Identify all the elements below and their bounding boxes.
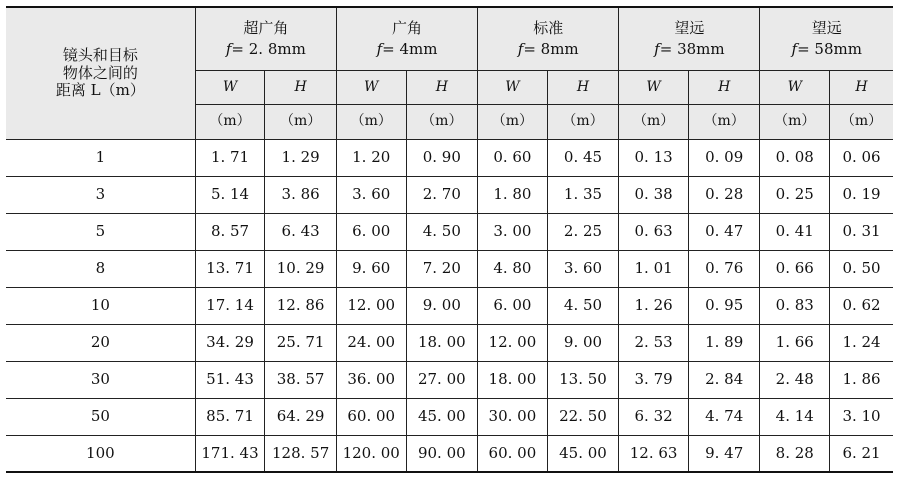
height-value-cell: 0. 50 [830, 250, 893, 287]
width-value-cell: 0. 08 [760, 139, 830, 176]
width-value-cell: 8. 57 [195, 213, 265, 250]
height-value-cell: 2. 84 [688, 361, 760, 398]
width-column-header: W [478, 70, 548, 104]
height-value-cell: 1. 29 [265, 139, 337, 176]
height-value-cell: 1. 86 [830, 361, 893, 398]
height-value-cell: 4. 50 [406, 213, 478, 250]
focal-length-symbol: f [376, 39, 383, 58]
table-row [6, 435, 893, 472]
width-value-cell: 1. 26 [619, 287, 689, 324]
height-value-cell: 128. 57 [265, 435, 337, 472]
height-value-cell: 1. 24 [830, 324, 893, 361]
height-value-cell: 45. 00 [406, 398, 478, 435]
unit-label: （m） [336, 104, 406, 139]
width-value-cell: 1. 66 [760, 324, 830, 361]
width-value-cell: 1. 20 [336, 139, 406, 176]
height-value-cell: 7. 20 [406, 250, 478, 287]
width-value-cell: 3. 00 [478, 213, 548, 250]
focal-length-value: = 58mm [797, 39, 862, 58]
height-value-cell: 0. 76 [688, 250, 760, 287]
focal-length-value: = 38mm [659, 39, 725, 58]
focal-length-value: = 4mm [382, 39, 438, 58]
width-column-header: W [195, 70, 265, 104]
height-value-cell: 9. 00 [547, 324, 619, 361]
height-value-cell: 45. 00 [547, 435, 619, 472]
height-value-cell: 0. 90 [406, 139, 478, 176]
focal-length [478, 41, 618, 58]
width-value-cell: 36. 00 [336, 361, 406, 398]
height-value-cell: 12. 86 [265, 287, 337, 324]
height-value-cell: 13. 50 [547, 361, 619, 398]
unit-label: （m） [265, 104, 337, 139]
width-value-cell: 60. 00 [336, 398, 406, 435]
lens-group-header [478, 7, 619, 70]
height-value-cell: 2. 70 [406, 176, 478, 213]
height-column-header: H [547, 70, 619, 104]
height-value-cell: 6. 21 [830, 435, 893, 472]
height-value-cell: 18. 00 [406, 324, 478, 361]
unit-label: （m） [406, 104, 478, 139]
height-column-header: H [830, 70, 893, 104]
width-value-cell: 12. 63 [619, 435, 689, 472]
distance-cell: 1 [6, 139, 195, 176]
width-value-cell: 5. 14 [195, 176, 265, 213]
width-value-cell: 1. 71 [195, 139, 265, 176]
width-value-cell: 85. 71 [195, 398, 265, 435]
width-value-cell: 12. 00 [336, 287, 406, 324]
distance-cell: 5 [6, 213, 195, 250]
table-row [6, 139, 893, 176]
height-value-cell: 0. 19 [830, 176, 893, 213]
width-value-cell: 0. 41 [760, 213, 830, 250]
width-value-cell: 0. 66 [760, 250, 830, 287]
distance-cell: 20 [6, 324, 195, 361]
height-value-cell: 3. 86 [265, 176, 337, 213]
width-value-cell: 24. 00 [336, 324, 406, 361]
table-row [6, 398, 893, 435]
height-value-cell: 0. 95 [688, 287, 760, 324]
corner-header-line: 物体之间的 [62, 63, 138, 82]
lens-group-name: 望远 [811, 18, 842, 37]
focal-length-symbol: f [225, 39, 232, 58]
width-value-cell: 171. 43 [195, 435, 265, 472]
width-value-cell: 1. 01 [619, 250, 689, 287]
distance-cell: 30 [6, 361, 195, 398]
width-value-cell: 51. 43 [195, 361, 265, 398]
height-value-cell: 6. 43 [265, 213, 337, 250]
width-value-cell: 6. 32 [619, 398, 689, 435]
height-value-cell: 64. 29 [265, 398, 337, 435]
focal-length [760, 41, 893, 58]
height-value-cell: 0. 28 [688, 176, 760, 213]
height-value-cell: 3. 10 [830, 398, 893, 435]
table-row [6, 213, 893, 250]
width-value-cell: 60. 00 [478, 435, 548, 472]
width-value-cell: 6. 00 [336, 213, 406, 250]
height-column-header: H [406, 70, 478, 104]
width-value-cell: 17. 14 [195, 287, 265, 324]
lens-group-header [619, 7, 760, 70]
width-value-cell: 6. 00 [478, 287, 548, 324]
height-value-cell: 2. 25 [547, 213, 619, 250]
table-row [6, 287, 893, 324]
width-value-cell: 30. 00 [478, 398, 548, 435]
focal-length [196, 41, 336, 58]
height-value-cell: 3. 60 [547, 250, 619, 287]
focal-length-value: = 2. 8mm [231, 39, 306, 58]
lens-group-header [336, 7, 477, 70]
distance-cell: 8 [6, 250, 195, 287]
width-value-cell: 2. 48 [760, 361, 830, 398]
unit-label: （m） [478, 104, 548, 139]
height-value-cell: 1. 89 [688, 324, 760, 361]
lens-group-name: 广角 [392, 18, 423, 37]
width-value-cell: 1. 80 [478, 176, 548, 213]
width-column-header: W [760, 70, 830, 104]
height-value-cell: 0. 31 [830, 213, 893, 250]
table-row [6, 176, 893, 213]
lens-group-header [760, 7, 893, 70]
width-value-cell: 34. 29 [195, 324, 265, 361]
table-row [6, 361, 893, 398]
width-value-cell: 120. 00 [336, 435, 406, 472]
height-value-cell: 9. 00 [406, 287, 478, 324]
unit-label: （m） [195, 104, 265, 139]
table-row [6, 250, 893, 287]
height-value-cell: 10. 29 [265, 250, 337, 287]
corner-header-line: 镜头和目标 [62, 46, 138, 65]
width-value-cell: 4. 80 [478, 250, 548, 287]
focal-length [337, 41, 477, 58]
height-value-cell: 27. 00 [406, 361, 478, 398]
height-value-cell: 0. 09 [688, 139, 760, 176]
height-column-header: H [265, 70, 337, 104]
width-value-cell: 0. 25 [760, 176, 830, 213]
width-value-cell: 18. 00 [478, 361, 548, 398]
lens-group-name: 超广角 [243, 18, 289, 37]
width-value-cell: 0. 38 [619, 176, 689, 213]
width-column-header: W [619, 70, 689, 104]
height-value-cell: 9. 47 [688, 435, 760, 472]
corner-header-line: 距离 L（m） [55, 80, 145, 99]
height-value-cell: 90. 00 [406, 435, 478, 472]
height-value-cell: 0. 06 [830, 139, 893, 176]
unit-label: （m） [688, 104, 760, 139]
width-value-cell: 13. 71 [195, 250, 265, 287]
height-value-cell: 0. 45 [547, 139, 619, 176]
width-value-cell: 0. 83 [760, 287, 830, 324]
height-column-header: H [688, 70, 760, 104]
distance-cell: 10 [6, 287, 195, 324]
width-value-cell: 12. 00 [478, 324, 548, 361]
height-value-cell: 22. 50 [547, 398, 619, 435]
height-value-cell: 4. 74 [688, 398, 760, 435]
unit-label: （m） [619, 104, 689, 139]
width-value-cell: 0. 63 [619, 213, 689, 250]
height-value-cell: 1. 35 [547, 176, 619, 213]
width-value-cell: 0. 60 [478, 139, 548, 176]
header-row-groups [6, 7, 893, 70]
focal-length-value: = 8mm [523, 39, 579, 58]
focal-length [619, 41, 759, 58]
unit-label: （m） [547, 104, 619, 139]
lens-group-header [195, 7, 336, 70]
width-value-cell: 0. 13 [619, 139, 689, 176]
focal-length-symbol: f [654, 39, 660, 58]
height-value-cell: 4. 50 [547, 287, 619, 324]
distance-cell: 50 [6, 398, 195, 435]
lens-group-name: 标准 [533, 18, 564, 37]
height-value-cell: 25. 71 [265, 324, 337, 361]
lens-field-of-view-table [6, 6, 893, 473]
width-value-cell: 4. 14 [760, 398, 830, 435]
width-value-cell: 3. 60 [336, 176, 406, 213]
height-value-cell: 0. 62 [830, 287, 893, 324]
width-value-cell: 8. 28 [760, 435, 830, 472]
unit-label: （m） [760, 104, 830, 139]
focal-length-symbol: f [791, 39, 798, 58]
focal-length-symbol: f [517, 39, 524, 58]
lens-group-name: 望远 [674, 18, 705, 37]
table-row [6, 324, 893, 361]
distance-cell: 3 [6, 176, 195, 213]
distance-cell: 100 [6, 435, 195, 472]
unit-label: （m） [830, 104, 893, 139]
height-value-cell: 38. 57 [265, 361, 337, 398]
width-value-cell: 9. 60 [336, 250, 406, 287]
height-value-cell: 0. 47 [688, 213, 760, 250]
width-column-header: W [336, 70, 406, 104]
corner-header-distance [6, 7, 195, 139]
width-value-cell: 3. 79 [619, 361, 689, 398]
width-value-cell: 2. 53 [619, 324, 689, 361]
